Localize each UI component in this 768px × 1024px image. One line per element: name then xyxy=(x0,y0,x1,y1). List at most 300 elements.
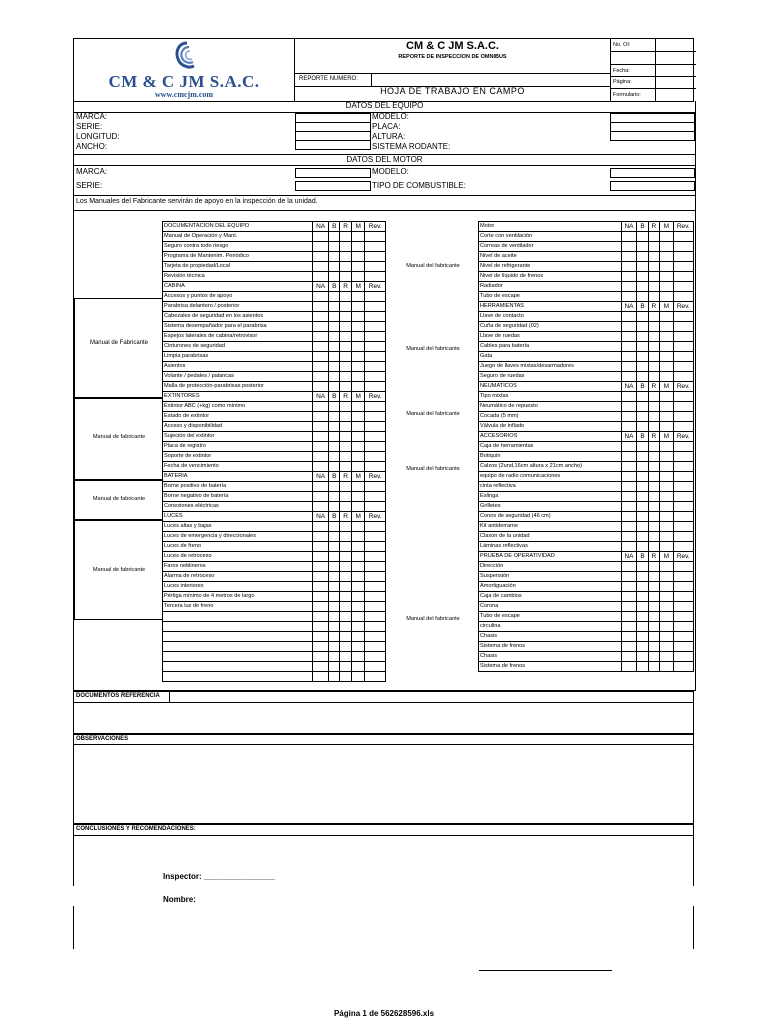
right-checklist-rating-cell[interactable] xyxy=(648,352,659,362)
left-checklist-rating-cell[interactable] xyxy=(313,582,329,592)
right-checklist-rating-cell[interactable] xyxy=(621,512,637,522)
left-checklist-rating-cell[interactable] xyxy=(313,652,329,662)
right-checklist-rating-cell[interactable] xyxy=(673,452,693,462)
right-checklist-rating-cell[interactable] xyxy=(637,572,648,582)
left-checklist-rating-cell[interactable] xyxy=(351,262,365,272)
left-checklist-rating-cell[interactable] xyxy=(340,632,351,642)
left-checklist-rating-cell[interactable] xyxy=(329,662,340,672)
right-checklist-rating-cell[interactable] xyxy=(673,362,693,372)
left-checklist-rating-cell[interactable] xyxy=(351,342,365,352)
left-checklist-rating-cell[interactable] xyxy=(340,622,351,632)
right-checklist-rating-cell[interactable] xyxy=(648,522,659,532)
right-checklist-rating-cell[interactable] xyxy=(621,572,637,582)
right-checklist-rating-cell[interactable] xyxy=(660,582,674,592)
right-checklist-rating-cell[interactable] xyxy=(648,412,659,422)
right-checklist-rating-cell[interactable] xyxy=(637,352,648,362)
right-checklist-rating-cell[interactable] xyxy=(637,282,648,292)
right-checklist-rating-cell[interactable] xyxy=(660,652,674,662)
right-checklist-rating-cell[interactable] xyxy=(637,272,648,282)
right-checklist-rating-cell[interactable] xyxy=(621,472,637,482)
right-checklist-rating-cell[interactable] xyxy=(621,392,637,402)
left-checklist-rating-cell[interactable] xyxy=(340,552,351,562)
right-checklist-rating-cell[interactable] xyxy=(660,402,674,412)
right-checklist-rating-cell[interactable] xyxy=(660,472,674,482)
right-checklist-rating-cell[interactable] xyxy=(621,492,637,502)
left-checklist-rating-cell[interactable] xyxy=(313,272,329,282)
left-checklist-rating-cell[interactable] xyxy=(365,332,386,342)
right-checklist-rating-cell[interactable] xyxy=(673,312,693,322)
motor-serie-field[interactable] xyxy=(295,181,371,191)
left-checklist-rating-cell[interactable] xyxy=(351,522,365,532)
left-checklist-rating-cell[interactable] xyxy=(351,612,365,622)
right-checklist-rating-cell[interactable] xyxy=(621,462,637,472)
right-checklist-rating-cell[interactable] xyxy=(637,462,648,472)
left-checklist-rating-cell[interactable] xyxy=(365,432,386,442)
left-checklist-rating-cell[interactable] xyxy=(351,352,365,362)
left-checklist-rating-cell[interactable] xyxy=(329,592,340,602)
right-checklist-rating-cell[interactable] xyxy=(648,452,659,462)
report-number-field[interactable] xyxy=(371,74,611,86)
left-checklist-rating-cell[interactable] xyxy=(351,382,365,392)
left-checklist-rating-cell[interactable] xyxy=(329,482,340,492)
right-checklist-rating-cell[interactable] xyxy=(621,352,637,362)
right-checklist-rating-cell[interactable] xyxy=(621,632,637,642)
left-checklist-rating-cell[interactable] xyxy=(313,362,329,372)
right-checklist-rating-cell[interactable] xyxy=(660,252,674,262)
left-checklist-rating-cell[interactable] xyxy=(329,432,340,442)
left-checklist-rating-cell[interactable] xyxy=(313,352,329,362)
left-checklist-rating-cell[interactable] xyxy=(351,542,365,552)
left-checklist-rating-cell[interactable] xyxy=(329,302,340,312)
right-checklist-rating-cell[interactable] xyxy=(673,562,693,572)
left-checklist-rating-cell[interactable] xyxy=(329,412,340,422)
left-checklist-rating-cell[interactable] xyxy=(351,532,365,542)
left-checklist-rating-cell[interactable] xyxy=(365,562,386,572)
left-checklist-rating-cell[interactable] xyxy=(365,602,386,612)
left-checklist-rating-cell[interactable] xyxy=(313,562,329,572)
left-checklist-rating-cell[interactable] xyxy=(329,672,340,682)
left-checklist-rating-cell[interactable] xyxy=(351,412,365,422)
left-checklist-rating-cell[interactable] xyxy=(365,652,386,662)
right-checklist-rating-cell[interactable] xyxy=(637,632,648,642)
right-checklist-rating-cell[interactable] xyxy=(648,492,659,502)
right-checklist-rating-cell[interactable] xyxy=(637,342,648,352)
right-checklist-rating-cell[interactable] xyxy=(673,482,693,492)
right-checklist-rating-cell[interactable] xyxy=(648,402,659,412)
left-checklist-rating-cell[interactable] xyxy=(365,662,386,672)
left-checklist-rating-cell[interactable] xyxy=(351,462,365,472)
left-checklist-rating-cell[interactable] xyxy=(329,372,340,382)
right-checklist-rating-cell[interactable] xyxy=(673,442,693,452)
right-checklist-rating-cell[interactable] xyxy=(637,542,648,552)
left-checklist-rating-cell[interactable] xyxy=(329,422,340,432)
left-checklist-rating-cell[interactable] xyxy=(340,492,351,502)
left-checklist-rating-cell[interactable] xyxy=(351,422,365,432)
left-checklist-rating-cell[interactable] xyxy=(351,302,365,312)
right-checklist-rating-cell[interactable] xyxy=(621,612,637,622)
left-checklist-rating-cell[interactable] xyxy=(365,312,386,322)
left-checklist-rating-cell[interactable] xyxy=(340,592,351,602)
left-checklist-rating-cell[interactable] xyxy=(313,542,329,552)
left-checklist-rating-cell[interactable] xyxy=(365,252,386,262)
right-checklist-rating-cell[interactable] xyxy=(621,362,637,372)
left-checklist-rating-cell[interactable] xyxy=(329,622,340,632)
left-checklist-rating-cell[interactable] xyxy=(365,502,386,512)
right-checklist-rating-cell[interactable] xyxy=(673,272,693,282)
left-checklist-rating-cell[interactable] xyxy=(365,342,386,352)
right-checklist-rating-cell[interactable] xyxy=(673,492,693,502)
left-checklist-rating-cell[interactable] xyxy=(365,542,386,552)
left-checklist-rating-cell[interactable] xyxy=(313,642,329,652)
right-checklist-rating-cell[interactable] xyxy=(660,642,674,652)
right-checklist-rating-cell[interactable] xyxy=(660,602,674,612)
right-checklist-rating-cell[interactable] xyxy=(673,522,693,532)
left-checklist-rating-cell[interactable] xyxy=(340,292,351,302)
right-checklist-rating-cell[interactable] xyxy=(621,282,637,292)
left-checklist-rating-cell[interactable] xyxy=(351,322,365,332)
left-checklist-rating-cell[interactable] xyxy=(313,622,329,632)
left-checklist-rating-cell[interactable] xyxy=(351,562,365,572)
left-checklist-rating-cell[interactable] xyxy=(313,292,329,302)
right-checklist-rating-cell[interactable] xyxy=(660,262,674,272)
right-checklist-rating-cell[interactable] xyxy=(637,482,648,492)
left-checklist-rating-cell[interactable] xyxy=(313,672,329,682)
left-checklist-rating-cell[interactable] xyxy=(340,532,351,542)
left-checklist-rating-cell[interactable] xyxy=(313,342,329,352)
left-checklist-rating-cell[interactable] xyxy=(313,242,329,252)
left-checklist-rating-cell[interactable] xyxy=(351,652,365,662)
right-checklist-rating-cell[interactable] xyxy=(673,612,693,622)
right-checklist-rating-cell[interactable] xyxy=(621,562,637,572)
left-checklist-rating-cell[interactable] xyxy=(365,672,386,682)
right-checklist-rating-cell[interactable] xyxy=(660,622,674,632)
right-checklist-rating-cell[interactable] xyxy=(660,342,674,352)
left-checklist-rating-cell[interactable] xyxy=(340,662,351,672)
right-checklist-rating-cell[interactable] xyxy=(621,542,637,552)
right-checklist-rating-cell[interactable] xyxy=(637,592,648,602)
right-checklist-rating-cell[interactable] xyxy=(621,312,637,322)
left-checklist-rating-cell[interactable] xyxy=(351,662,365,672)
right-checklist-rating-cell[interactable] xyxy=(637,502,648,512)
right-checklist-rating-cell[interactable] xyxy=(660,662,674,672)
right-checklist-rating-cell[interactable] xyxy=(673,632,693,642)
left-checklist-rating-cell[interactable] xyxy=(365,292,386,302)
left-checklist-rating-cell[interactable] xyxy=(340,252,351,262)
right-checklist-rating-cell[interactable] xyxy=(660,292,674,302)
left-checklist-rating-cell[interactable] xyxy=(340,312,351,322)
right-checklist-rating-cell[interactable] xyxy=(637,232,648,242)
right-checklist-rating-cell[interactable] xyxy=(621,662,637,672)
left-checklist-rating-cell[interactable] xyxy=(329,232,340,242)
pagina-field[interactable]: Página: xyxy=(611,76,696,89)
left-checklist-rating-cell[interactable] xyxy=(351,602,365,612)
left-checklist-rating-cell[interactable] xyxy=(365,412,386,422)
left-checklist-rating-cell[interactable] xyxy=(351,642,365,652)
motor-combustible-field[interactable] xyxy=(610,181,695,191)
left-checklist-rating-cell[interactable] xyxy=(365,532,386,542)
left-checklist-rating-cell[interactable] xyxy=(351,272,365,282)
right-checklist-rating-cell[interactable] xyxy=(621,592,637,602)
left-checklist-rating-cell[interactable] xyxy=(365,402,386,412)
left-checklist-rating-cell[interactable] xyxy=(365,322,386,332)
right-checklist-rating-cell[interactable] xyxy=(673,532,693,542)
left-checklist-rating-cell[interactable] xyxy=(313,422,329,432)
left-checklist-rating-cell[interactable] xyxy=(313,492,329,502)
right-checklist-rating-cell[interactable] xyxy=(637,662,648,672)
left-checklist-rating-cell[interactable] xyxy=(365,362,386,372)
right-checklist-rating-cell[interactable] xyxy=(637,412,648,422)
left-checklist-rating-cell[interactable] xyxy=(340,602,351,612)
right-checklist-rating-cell[interactable] xyxy=(660,502,674,512)
left-checklist-rating-cell[interactable] xyxy=(340,432,351,442)
left-checklist-rating-cell[interactable] xyxy=(329,502,340,512)
left-checklist-rating-cell[interactable] xyxy=(340,362,351,372)
left-checklist-rating-cell[interactable] xyxy=(351,252,365,262)
left-checklist-rating-cell[interactable] xyxy=(313,452,329,462)
left-checklist-rating-cell[interactable] xyxy=(329,382,340,392)
left-checklist-rating-cell[interactable] xyxy=(340,372,351,382)
left-checklist-rating-cell[interactable] xyxy=(313,592,329,602)
left-checklist-rating-cell[interactable] xyxy=(329,352,340,362)
right-checklist-rating-cell[interactable] xyxy=(673,252,693,262)
right-checklist-rating-cell[interactable] xyxy=(621,522,637,532)
left-checklist-rating-cell[interactable] xyxy=(340,442,351,452)
right-checklist-rating-cell[interactable] xyxy=(637,582,648,592)
left-checklist-rating-cell[interactable] xyxy=(313,612,329,622)
right-checklist-rating-cell[interactable] xyxy=(621,442,637,452)
left-checklist-rating-cell[interactable] xyxy=(365,272,386,282)
left-checklist-rating-cell[interactable] xyxy=(329,562,340,572)
left-checklist-rating-cell[interactable] xyxy=(329,402,340,412)
right-checklist-rating-cell[interactable] xyxy=(673,472,693,482)
left-checklist-rating-cell[interactable] xyxy=(329,462,340,472)
left-checklist-rating-cell[interactable] xyxy=(351,442,365,452)
left-checklist-rating-cell[interactable] xyxy=(351,242,365,252)
left-checklist-rating-cell[interactable] xyxy=(351,482,365,492)
right-checklist-rating-cell[interactable] xyxy=(637,262,648,272)
right-checklist-rating-cell[interactable] xyxy=(621,242,637,252)
right-checklist-rating-cell[interactable] xyxy=(648,662,659,672)
right-checklist-rating-cell[interactable] xyxy=(660,542,674,552)
documentos-referencia-box[interactable] xyxy=(73,691,694,734)
left-checklist-rating-cell[interactable] xyxy=(313,372,329,382)
left-checklist-rating-cell[interactable] xyxy=(340,262,351,272)
right-checklist-rating-cell[interactable] xyxy=(660,482,674,492)
right-checklist-rating-cell[interactable] xyxy=(673,582,693,592)
right-checklist-rating-cell[interactable] xyxy=(648,532,659,542)
right-checklist-rating-cell[interactable] xyxy=(637,422,648,432)
right-checklist-rating-cell[interactable] xyxy=(648,582,659,592)
right-checklist-rating-cell[interactable] xyxy=(637,522,648,532)
right-checklist-rating-cell[interactable] xyxy=(621,482,637,492)
left-checklist-rating-cell[interactable] xyxy=(340,242,351,252)
left-checklist-rating-cell[interactable] xyxy=(313,632,329,642)
right-checklist-rating-cell[interactable] xyxy=(673,542,693,552)
right-checklist-rating-cell[interactable] xyxy=(648,632,659,642)
left-checklist-rating-cell[interactable] xyxy=(313,502,329,512)
right-checklist-rating-cell[interactable] xyxy=(673,262,693,272)
left-checklist-rating-cell[interactable] xyxy=(365,622,386,632)
left-checklist-rating-cell[interactable] xyxy=(365,452,386,462)
right-checklist-rating-cell[interactable] xyxy=(637,612,648,622)
left-checklist-rating-cell[interactable] xyxy=(340,652,351,662)
left-checklist-rating-cell[interactable] xyxy=(365,492,386,502)
right-checklist-rating-cell[interactable] xyxy=(660,322,674,332)
right-checklist-rating-cell[interactable] xyxy=(648,242,659,252)
left-checklist-rating-cell[interactable] xyxy=(340,382,351,392)
left-checklist-rating-cell[interactable] xyxy=(313,332,329,342)
left-checklist-rating-cell[interactable] xyxy=(329,272,340,282)
left-checklist-rating-cell[interactable] xyxy=(329,362,340,372)
left-checklist-rating-cell[interactable] xyxy=(340,402,351,412)
left-checklist-rating-cell[interactable] xyxy=(365,552,386,562)
left-checklist-rating-cell[interactable] xyxy=(313,412,329,422)
left-checklist-rating-cell[interactable] xyxy=(340,572,351,582)
right-checklist-rating-cell[interactable] xyxy=(660,392,674,402)
left-checklist-rating-cell[interactable] xyxy=(351,582,365,592)
right-checklist-rating-cell[interactable] xyxy=(673,342,693,352)
right-checklist-rating-cell[interactable] xyxy=(621,602,637,612)
right-checklist-rating-cell[interactable] xyxy=(673,592,693,602)
right-checklist-rating-cell[interactable] xyxy=(648,442,659,452)
right-checklist-rating-cell[interactable] xyxy=(637,322,648,332)
right-checklist-rating-cell[interactable] xyxy=(648,422,659,432)
right-checklist-rating-cell[interactable] xyxy=(648,292,659,302)
right-checklist-rating-cell[interactable] xyxy=(637,292,648,302)
right-checklist-rating-cell[interactable] xyxy=(637,532,648,542)
left-checklist-rating-cell[interactable] xyxy=(351,452,365,462)
left-checklist-rating-cell[interactable] xyxy=(340,452,351,462)
left-checklist-rating-cell[interactable] xyxy=(313,322,329,332)
left-checklist-rating-cell[interactable] xyxy=(313,442,329,452)
left-checklist-rating-cell[interactable] xyxy=(340,672,351,682)
left-checklist-rating-cell[interactable] xyxy=(313,552,329,562)
right-checklist-rating-cell[interactable] xyxy=(621,582,637,592)
right-checklist-rating-cell[interactable] xyxy=(660,562,674,572)
right-checklist-rating-cell[interactable] xyxy=(673,322,693,332)
left-checklist-rating-cell[interactable] xyxy=(329,242,340,252)
left-checklist-rating-cell[interactable] xyxy=(340,272,351,282)
left-checklist-rating-cell[interactable] xyxy=(313,402,329,412)
right-checklist-rating-cell[interactable] xyxy=(621,452,637,462)
left-checklist-rating-cell[interactable] xyxy=(351,402,365,412)
right-checklist-rating-cell[interactable] xyxy=(637,362,648,372)
left-checklist-rating-cell[interactable] xyxy=(329,292,340,302)
left-checklist-rating-cell[interactable] xyxy=(329,452,340,462)
left-checklist-rating-cell[interactable] xyxy=(365,592,386,602)
left-checklist-rating-cell[interactable] xyxy=(351,332,365,342)
right-checklist-rating-cell[interactable] xyxy=(673,572,693,582)
right-checklist-rating-cell[interactable] xyxy=(621,652,637,662)
right-checklist-rating-cell[interactable] xyxy=(648,512,659,522)
observaciones-box[interactable] xyxy=(73,734,694,824)
right-checklist-rating-cell[interactable] xyxy=(621,232,637,242)
right-checklist-rating-cell[interactable] xyxy=(673,642,693,652)
left-checklist-rating-cell[interactable] xyxy=(313,602,329,612)
right-checklist-rating-cell[interactable] xyxy=(621,372,637,382)
right-checklist-rating-cell[interactable] xyxy=(648,542,659,552)
left-checklist-rating-cell[interactable] xyxy=(329,532,340,542)
right-checklist-rating-cell[interactable] xyxy=(673,352,693,362)
equipo-altura-field[interactable] xyxy=(610,131,695,141)
left-checklist-rating-cell[interactable] xyxy=(365,302,386,312)
right-checklist-rating-cell[interactable] xyxy=(648,312,659,322)
right-checklist-rating-cell[interactable] xyxy=(648,502,659,512)
right-checklist-rating-cell[interactable] xyxy=(648,372,659,382)
left-checklist-rating-cell[interactable] xyxy=(351,312,365,322)
left-checklist-rating-cell[interactable] xyxy=(351,232,365,242)
left-checklist-rating-cell[interactable] xyxy=(340,522,351,532)
right-checklist-rating-cell[interactable] xyxy=(621,502,637,512)
left-checklist-rating-cell[interactable] xyxy=(340,582,351,592)
right-checklist-rating-cell[interactable] xyxy=(648,482,659,492)
left-checklist-rating-cell[interactable] xyxy=(313,262,329,272)
right-checklist-rating-cell[interactable] xyxy=(648,322,659,332)
right-checklist-rating-cell[interactable] xyxy=(621,342,637,352)
right-checklist-rating-cell[interactable] xyxy=(660,282,674,292)
right-checklist-rating-cell[interactable] xyxy=(648,652,659,662)
right-checklist-rating-cell[interactable] xyxy=(673,502,693,512)
formulario-field[interactable]: Formulario: xyxy=(611,89,696,101)
left-checklist-rating-cell[interactable] xyxy=(340,642,351,652)
right-checklist-rating-cell[interactable] xyxy=(637,642,648,652)
left-checklist-rating-cell[interactable] xyxy=(329,552,340,562)
right-checklist-rating-cell[interactable] xyxy=(660,332,674,342)
right-checklist-rating-cell[interactable] xyxy=(637,622,648,632)
left-checklist-rating-cell[interactable] xyxy=(340,502,351,512)
left-checklist-rating-cell[interactable] xyxy=(313,572,329,582)
left-checklist-rating-cell[interactable] xyxy=(329,252,340,262)
left-checklist-rating-cell[interactable] xyxy=(351,592,365,602)
right-checklist-rating-cell[interactable] xyxy=(637,372,648,382)
right-checklist-rating-cell[interactable] xyxy=(673,242,693,252)
right-checklist-rating-cell[interactable] xyxy=(648,362,659,372)
right-checklist-rating-cell[interactable] xyxy=(648,572,659,582)
right-checklist-rating-cell[interactable] xyxy=(660,372,674,382)
right-checklist-rating-cell[interactable] xyxy=(637,252,648,262)
right-checklist-rating-cell[interactable] xyxy=(660,592,674,602)
right-checklist-rating-cell[interactable] xyxy=(673,602,693,612)
right-checklist-rating-cell[interactable] xyxy=(673,462,693,472)
right-checklist-rating-cell[interactable] xyxy=(648,232,659,242)
right-checklist-rating-cell[interactable] xyxy=(660,312,674,322)
right-checklist-rating-cell[interactable] xyxy=(637,402,648,412)
right-checklist-rating-cell[interactable] xyxy=(648,262,659,272)
motor-modelo-field[interactable] xyxy=(610,168,695,178)
right-checklist-rating-cell[interactable] xyxy=(621,272,637,282)
left-checklist-rating-cell[interactable] xyxy=(351,672,365,682)
right-checklist-rating-cell[interactable] xyxy=(660,412,674,422)
left-checklist-rating-cell[interactable] xyxy=(313,532,329,542)
left-checklist-rating-cell[interactable] xyxy=(365,232,386,242)
right-checklist-rating-cell[interactable] xyxy=(648,622,659,632)
left-checklist-rating-cell[interactable] xyxy=(351,502,365,512)
left-checklist-rating-cell[interactable] xyxy=(351,292,365,302)
right-checklist-rating-cell[interactable] xyxy=(637,652,648,662)
right-checklist-rating-cell[interactable] xyxy=(660,612,674,622)
left-checklist-rating-cell[interactable] xyxy=(329,572,340,582)
left-checklist-rating-cell[interactable] xyxy=(340,352,351,362)
left-checklist-rating-cell[interactable] xyxy=(329,492,340,502)
right-checklist-rating-cell[interactable] xyxy=(648,592,659,602)
left-checklist-rating-cell[interactable] xyxy=(365,642,386,652)
right-checklist-rating-cell[interactable] xyxy=(621,252,637,262)
right-checklist-rating-cell[interactable] xyxy=(660,452,674,462)
right-checklist-rating-cell[interactable] xyxy=(660,522,674,532)
left-checklist-rating-cell[interactable] xyxy=(340,542,351,552)
left-checklist-rating-cell[interactable] xyxy=(329,542,340,552)
right-checklist-rating-cell[interactable] xyxy=(648,282,659,292)
